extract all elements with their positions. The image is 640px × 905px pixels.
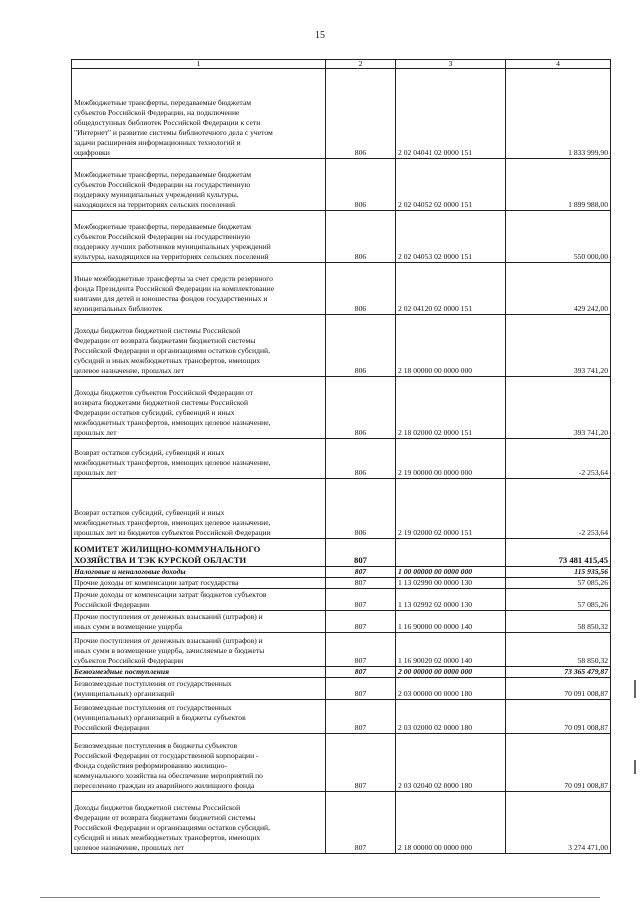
- description-line: иных сумм в возмещение ущерба: [74, 622, 182, 631]
- table-row: [72, 611, 611, 633]
- row-admin-code: 806: [326, 69, 396, 159]
- row-admin-code: 806: [326, 377, 396, 439]
- row-description: [72, 159, 326, 211]
- description-line: Безвозмездные поступления в бюджеты субъектов: [74, 741, 238, 750]
- row-budget-code: 2 02 04120 02 0000 151: [396, 263, 506, 315]
- table-row: [72, 734, 611, 792]
- description-line: коммунального хозяйства на обеспечение мероприятий по: [74, 771, 263, 780]
- description-line: прошлых лет: [74, 428, 117, 437]
- description-line: субсидий и иных межбюджетных трансфертов, имеющих: [74, 356, 261, 365]
- row-budget-code: 2 02 04052 02 0000 151: [396, 159, 506, 211]
- table-row: [72, 315, 611, 377]
- description-line: Российской Федерации: [74, 600, 150, 609]
- revenue-table: [71, 59, 611, 854]
- row-budget-code: 1 13 02990 00 0000 130: [396, 578, 506, 589]
- table-row: [72, 567, 611, 578]
- description-line: Доходы бюджетов субъектов Российской Федерации от: [74, 388, 253, 397]
- row-amount: 429 242,00: [506, 263, 611, 315]
- scan-edge-mark: [634, 760, 636, 774]
- description-line: "Интернет" и развитие системы библиотечного дела с учетом: [74, 128, 273, 137]
- table-row: [72, 479, 611, 539]
- table-row: [72, 578, 611, 589]
- row-description: [72, 479, 326, 539]
- row-admin-code: 807: [326, 734, 396, 792]
- row-description: [72, 734, 326, 792]
- row-description: [72, 377, 326, 439]
- row-admin-code: 807: [326, 578, 396, 589]
- description-line: Федерации остатков субсидий, субвенций и иных: [74, 408, 235, 417]
- row-admin-code: 807: [326, 633, 396, 667]
- description-line: межбюджетных трансфертов, имеющих целевое назначение,: [74, 518, 271, 527]
- description-line: Иные межбюджетные трансферты за счет средств резервного: [74, 274, 273, 283]
- row-admin-code: 806: [326, 263, 396, 315]
- row-amount: 73 481 415,45: [506, 539, 611, 567]
- row-budget-code: 2 00 00000 00 0000 000: [396, 667, 506, 678]
- description-line: Фонда содействия реформированию жилищно-: [74, 761, 228, 770]
- table-row: [72, 792, 611, 854]
- row-admin-code: 807: [326, 539, 396, 567]
- table-row: [72, 633, 611, 667]
- description-line: книгами для детей и юношества фондов государственных и: [74, 294, 268, 303]
- description-line: целевое назначение, прошлых лет: [74, 366, 184, 375]
- table-header-row: [72, 60, 611, 69]
- row-amount: 57 085,26: [506, 589, 611, 611]
- table-row: [72, 69, 611, 159]
- row-amount: -2 253,64: [506, 479, 611, 539]
- description-line: поддержку муниципальных учреждений культуры,: [74, 190, 239, 199]
- row-amount: 1 833 999,90: [506, 69, 611, 159]
- row-description: [72, 633, 326, 667]
- description-line: находящихся на территориях сельских поселений: [74, 200, 236, 209]
- description-line: Прочие поступления от денежных взысканий (штрафов) и: [74, 612, 263, 621]
- description-line: межбюджетных трансфертов, имеющих целевое назначение,: [74, 458, 271, 467]
- row-admin-code: 807: [326, 700, 396, 734]
- row-description: [72, 589, 326, 611]
- table-row: [72, 700, 611, 734]
- row-description: [72, 439, 326, 479]
- description-line: Безвозмездные поступления от государственных: [74, 703, 232, 712]
- row-admin-code: 806: [326, 211, 396, 263]
- row-admin-code: 807: [326, 611, 396, 633]
- row-budget-code: [396, 539, 506, 567]
- table-row: [72, 539, 611, 567]
- description-line: прошлых лет: [74, 468, 117, 477]
- description-line: межбюджетных трансфертов, имеющих целевое назначение,: [74, 418, 271, 427]
- scan-bottom-rule: [40, 897, 600, 898]
- description-line: субъектов Российской Федерации, на подключение: [74, 108, 240, 117]
- row-admin-code: 807: [326, 589, 396, 611]
- description-line: общедоступных библиотек Российской Федерации к сети: [74, 118, 261, 127]
- row-description: [72, 678, 326, 700]
- description-line: субъектов Российской Федерации: [74, 656, 184, 665]
- header-col-3: 3: [396, 60, 506, 69]
- row-amount: 58 850,32: [506, 633, 611, 667]
- description-line: культуры, находящихся на территориях сельских поселений: [74, 252, 269, 261]
- table-row: [72, 589, 611, 611]
- row-description: [72, 667, 326, 678]
- description-line: (муниципальных) организаций: [74, 689, 175, 698]
- description-line: Безвозмездные поступления: [74, 667, 169, 676]
- description-line: Налоговые и неналоговые доходы: [74, 567, 186, 576]
- row-amount: -2 253,64: [506, 439, 611, 479]
- description-line: Доходы бюджетов бюджетной системы Российской: [74, 803, 241, 812]
- table-row: [72, 159, 611, 211]
- row-admin-code: 806: [326, 315, 396, 377]
- description-line: муниципальных библиотек: [74, 304, 163, 313]
- description-line: Российской Федерации и организациями остатков субсидий,: [74, 346, 271, 355]
- row-admin-code: 807: [326, 667, 396, 678]
- row-budget-code: 2 18 00000 00 0000 000: [396, 792, 506, 854]
- description-line: Межбюджетные трансферты, передаваемые бюджетам: [74, 222, 252, 231]
- row-description: [72, 611, 326, 633]
- row-amount: 70 091 008,87: [506, 700, 611, 734]
- table-row: [72, 678, 611, 700]
- row-admin-code: 806: [326, 479, 396, 539]
- description-line: КОМИТЕТ ЖИЛИЩНО-КОММУНАЛЬНОГО: [74, 544, 261, 554]
- row-description: [72, 315, 326, 377]
- row-admin-code: 807: [326, 567, 396, 578]
- header-col-2: 2: [326, 60, 396, 69]
- description-line: Доходы бюджетов бюджетной системы Российской: [74, 326, 241, 335]
- description-line: Федерации от возврата бюджетами бюджетной системы: [74, 813, 256, 822]
- description-line: Межбюджетные трансферты, передаваемые бюджетам: [74, 98, 252, 107]
- row-amount: 70 091 008,87: [506, 734, 611, 792]
- row-description: [72, 211, 326, 263]
- row-description: [72, 578, 326, 589]
- scan-edge-mark: [634, 680, 636, 698]
- description-line: оцифровки: [74, 148, 110, 157]
- header-col-4: 4: [506, 60, 611, 69]
- row-amount: 393 741,20: [506, 377, 611, 439]
- description-line: Российской Федерации: [74, 723, 150, 732]
- row-budget-code: 2 02 04053 02 0000 151: [396, 211, 506, 263]
- description-line: прошлых лет из бюджетов субъектов Российской Федерации: [74, 528, 271, 537]
- description-line: ХОЗЯЙСТВА И ТЭК КУРСКОЙ ОБЛАСТИ: [74, 555, 247, 565]
- row-description: [72, 700, 326, 734]
- row-budget-code: 1 16 90000 00 0000 140: [396, 611, 506, 633]
- description-line: (муниципальных) организаций в бюджеты субъектов: [74, 713, 246, 722]
- table-row: [72, 667, 611, 678]
- description-line: фонда Президента Российской Федерации на комплектование: [74, 284, 275, 293]
- row-amount: 393 741,20: [506, 315, 611, 377]
- description-line: Безвозмездные поступления от государственных: [74, 679, 232, 688]
- row-budget-code: 2 03 00000 00 0000 180: [396, 678, 506, 700]
- row-budget-code: 2 18 02000 02 0000 151: [396, 377, 506, 439]
- row-description: [72, 567, 326, 578]
- description-line: Прочие доходы от компенсации затрат государства: [74, 578, 239, 587]
- description-line: Прочие поступления от денежных взысканий (штрафов) и: [74, 636, 263, 645]
- row-amount: 57 085,26: [506, 578, 611, 589]
- row-budget-code: 1 13 02992 02 0000 130: [396, 589, 506, 611]
- row-amount: 1 899 988,00: [506, 159, 611, 211]
- table-row: [72, 439, 611, 479]
- description-line: целевое назначение, прошлых лет: [74, 843, 184, 852]
- row-budget-code: 2 03 02000 02 0000 180: [396, 700, 506, 734]
- row-amount: 70 091 008,87: [506, 678, 611, 700]
- description-line: субсидий и иных межбюджетных трансфертов, имеющих: [74, 833, 261, 842]
- row-budget-code: 2 19 00000 00 0000 000: [396, 439, 506, 479]
- description-line: задачи расширения информационных технологий и: [74, 138, 241, 147]
- row-admin-code: 806: [326, 439, 396, 479]
- description-line: Возврат остатков субсидий, субвенций и иных: [74, 508, 225, 517]
- row-amount: 73 365 479,87: [506, 667, 611, 678]
- description-line: субъектов Российской Федерации на государственную: [74, 232, 251, 241]
- description-line: возврата бюджетами бюджетной системы Российской: [74, 398, 249, 407]
- row-budget-code: 2 19 02000 02 0000 151: [396, 479, 506, 539]
- description-line: Российской Федерации от государственной корпорации -: [74, 751, 259, 760]
- row-amount: 550 000,00: [506, 211, 611, 263]
- row-amount: 58 850,32: [506, 611, 611, 633]
- description-line: субъектов Российской Федерации на государственную: [74, 180, 251, 189]
- description-line: Прочие доходы от компенсации затрат бюджетов субъектов: [74, 590, 267, 599]
- table-row: [72, 263, 611, 315]
- header-col-1: 1: [72, 60, 326, 69]
- row-admin-code: 806: [326, 159, 396, 211]
- description-line: Межбюджетные трансферты, передаваемые бюджетам: [74, 170, 252, 179]
- row-admin-code: 807: [326, 678, 396, 700]
- row-budget-code: 1 16 90020 02 0000 140: [396, 633, 506, 667]
- row-admin-code: 807: [326, 792, 396, 854]
- description-line: иных сумм в возмещение ущерба, зачисляемые в бюджеты: [74, 646, 265, 655]
- row-budget-code: 1 00 00000 00 0000 000: [396, 567, 506, 578]
- page-number: 15: [315, 30, 325, 41]
- row-budget-code: 2 02 04041 02 0000 151: [396, 69, 506, 159]
- description-line: Возврат остатков субсидий, субвенций и иных: [74, 448, 225, 457]
- table-row: [72, 377, 611, 439]
- row-description: [72, 792, 326, 854]
- row-amount: 115 935,56: [506, 567, 611, 578]
- row-description: [72, 263, 326, 315]
- description-line: переселению граждан из аварийного жилищного фонда: [74, 781, 255, 790]
- description-line: Российской Федерации и организациями остатков субсидий,: [74, 823, 271, 832]
- description-line: поддержку лучших работников муниципальных учреждений: [74, 242, 271, 251]
- table-row: [72, 211, 611, 263]
- row-amount: 3 274 471,00: [506, 792, 611, 854]
- row-budget-code: 2 03 02040 02 0000 180: [396, 734, 506, 792]
- row-description: [72, 69, 326, 159]
- description-line: Федерации от возврата бюджетами бюджетной системы: [74, 336, 256, 345]
- row-description: [72, 539, 326, 567]
- row-budget-code: 2 18 00000 00 0000 000: [396, 315, 506, 377]
